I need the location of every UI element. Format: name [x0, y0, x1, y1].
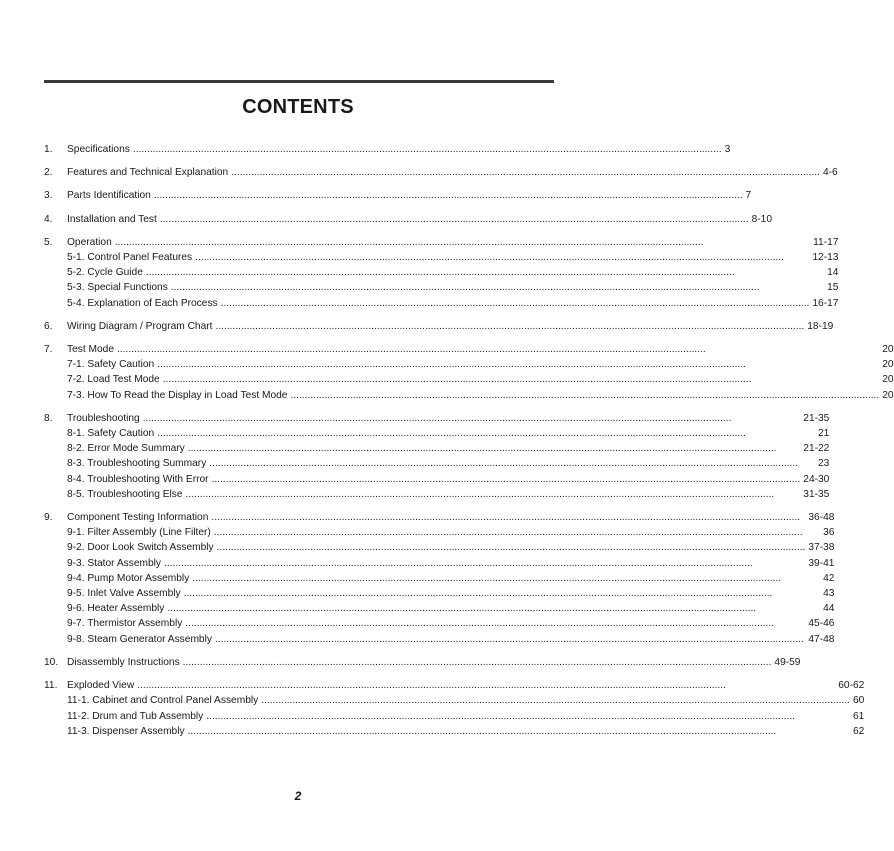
entry-page: 14 [827, 267, 839, 279]
entry-page: 36-48 [808, 512, 835, 524]
entry-label: 8-1. Safety Caution [67, 428, 155, 440]
section-entries [67, 510, 834, 647]
dot-leader [211, 510, 805, 525]
entry-label: Wiring Diagram / Program Chart [67, 320, 213, 332]
entry-label: Test Mode [67, 344, 114, 356]
toc-entry[interactable] [67, 235, 838, 250]
dot-leader [186, 487, 801, 502]
entry-label: Features and Technical Explanation [67, 167, 229, 179]
entry-page: 15 [827, 282, 839, 294]
section-entries [67, 235, 838, 311]
toc-section [44, 235, 839, 311]
entry-label: 8-3. Troubleshooting Summary [67, 458, 207, 470]
entry-page: 39-41 [808, 557, 835, 569]
toc-section [44, 678, 865, 739]
section-number: 7. [44, 344, 53, 356]
toc-subentry[interactable] [67, 456, 829, 471]
section-number: 1. [44, 144, 53, 155]
entry-label: 5-1. Control Panel Features [67, 252, 193, 264]
dot-leader [171, 280, 824, 295]
toc-entry[interactable] [67, 165, 838, 180]
dot-leader [154, 188, 743, 203]
section-entries [67, 319, 833, 334]
toc-entry[interactable] [67, 319, 833, 334]
toc-subentry[interactable] [67, 525, 834, 540]
entry-page: 20 [882, 344, 894, 356]
entry-page: 60 [852, 695, 865, 707]
toc-entry[interactable] [67, 411, 829, 426]
entry-label: 9-4. Pump Motor Assembly [67, 572, 190, 584]
section-number: 11. [44, 680, 58, 692]
toc-subentry[interactable] [67, 601, 834, 616]
toc-entry[interactable] [67, 212, 772, 227]
entry-label: 5-3. Special Functions [67, 282, 168, 294]
entry-label: Specifications [67, 144, 130, 155]
entry-page: 24-30 [803, 473, 830, 485]
entry-page: 4-6 [822, 167, 838, 179]
section-entries [67, 165, 838, 180]
dot-leader [195, 250, 809, 265]
entry-page: 21-35 [803, 412, 830, 424]
entry-label: 9-3. Stator Assembly [67, 557, 161, 569]
toc-section [44, 411, 830, 502]
dot-leader [290, 388, 879, 403]
entry-label: 7-3. How To Read the Display in Load Test Mode [67, 389, 288, 401]
toc-subentry[interactable] [67, 586, 834, 601]
entry-label: 9-6. Heater Assembly [67, 603, 165, 615]
entry-label: 11-1. Cabinet and Control Panel Assembly [67, 695, 259, 707]
entry-page: 20 [882, 359, 894, 371]
entry-page: 36 [823, 527, 835, 539]
entry-label: 9-5. Inlet Valve Assembly [67, 588, 181, 600]
section-entries [67, 411, 829, 502]
toc-section [44, 142, 731, 157]
section-entries [67, 655, 800, 670]
toc-entry[interactable] [67, 342, 894, 357]
toc-subentry[interactable] [67, 372, 894, 387]
page-number: 2 [294, 789, 302, 803]
dot-leader [185, 616, 805, 631]
toc-subentry[interactable] [67, 265, 838, 280]
toc-subentry[interactable] [67, 709, 864, 724]
toc-subentry[interactable] [67, 441, 829, 456]
entry-page: 61 [852, 710, 865, 722]
section-entries [67, 212, 772, 227]
entry-label: 9-7. Thermistor Assembly [67, 618, 183, 630]
entry-label: 11-2. Drum and Tub Assembly [67, 710, 204, 722]
dot-leader [146, 265, 824, 280]
entry-label: 11-3. Dispenser Assembly [67, 725, 185, 737]
dot-leader [184, 586, 820, 601]
toc-subentry[interactable] [67, 426, 829, 441]
entry-label: 8-2. Error Mode Summary [67, 443, 185, 455]
toc-subentry[interactable] [67, 250, 838, 265]
entry-label: 9-8. Steam Generator Assembly [67, 633, 212, 645]
table-of-contents [44, 142, 894, 747]
entry-page: 16-17 [812, 297, 839, 309]
entry-page: 60-62 [838, 680, 865, 692]
dot-leader [206, 709, 850, 724]
entry-label: 9-2. Door Look Switch Assembly [67, 542, 214, 554]
entry-label: Installation and Test [67, 213, 157, 225]
dot-leader [157, 426, 815, 441]
entry-page: 62 [852, 725, 865, 737]
dot-leader [167, 601, 820, 616]
dot-leader [231, 165, 820, 180]
toc-subentry[interactable] [67, 724, 864, 739]
entry-page: 21 [818, 428, 830, 440]
toc-subentry[interactable] [67, 616, 834, 631]
entry-page: 23 [818, 458, 830, 470]
entry-label: 8-5. Troubleshooting Else [67, 488, 183, 500]
section-number: 9. [44, 512, 53, 524]
toc-entry[interactable] [67, 678, 864, 693]
entry-page: 8-10 [751, 213, 772, 225]
toc-entry[interactable] [67, 655, 800, 670]
section-number: 5. [44, 236, 53, 248]
dot-leader [137, 678, 835, 693]
entry-label: Troubleshooting [67, 412, 140, 424]
dot-leader [117, 342, 879, 357]
toc-subentry[interactable] [67, 296, 838, 311]
dot-leader [221, 296, 810, 311]
entry-label: 9-1. Filter Assembly (Line Filter) [67, 527, 211, 539]
entry-page: 43 [823, 588, 835, 600]
entry-label: 8-4. Troubleshooting With Error [67, 473, 209, 485]
toc-section [44, 342, 894, 403]
dot-leader [212, 472, 801, 487]
dot-leader [164, 556, 805, 571]
entry-page: 21-22 [803, 443, 830, 455]
toc-section [44, 655, 801, 670]
entry-page: 49-59 [774, 656, 801, 668]
dot-leader [217, 540, 806, 555]
dot-leader [115, 235, 810, 250]
entry-page: 37-38 [808, 542, 835, 554]
dot-leader [216, 319, 805, 334]
toc-subentry[interactable] [67, 357, 894, 372]
entry-page: 11-17 [813, 236, 839, 248]
toc-entry[interactable] [67, 188, 751, 203]
section-number: 10. [44, 656, 59, 668]
entry-page: 31-35 [803, 488, 830, 500]
section-entries [67, 678, 864, 739]
entry-label: Component Testing Information [67, 512, 209, 524]
entry-label: 5-4. Explanation of Each Process [67, 297, 218, 309]
entry-page: 42 [823, 572, 835, 584]
dot-leader [157, 357, 879, 372]
entry-page: 12-13 [812, 252, 839, 264]
entry-page: 44 [823, 603, 835, 615]
dot-leader [261, 693, 850, 708]
page-title: CONTENTS [242, 96, 354, 118]
dot-leader [209, 456, 815, 471]
section-entries [67, 142, 730, 157]
entry-page: 20 [882, 389, 894, 401]
entry-label: Exploded View [67, 680, 135, 692]
dot-leader [192, 571, 820, 586]
dot-leader [163, 372, 880, 387]
section-entries [67, 188, 751, 203]
toc-subentry[interactable] [67, 693, 864, 708]
dot-leader [188, 724, 850, 739]
entry-page: 7 [745, 190, 752, 202]
entry-label: 5-2. Cycle Guide [67, 267, 143, 279]
toc-section [44, 188, 752, 203]
toc-section [44, 212, 772, 227]
dot-leader [214, 525, 820, 540]
entry-page: 18-19 [807, 320, 834, 332]
entry-page: 47-48 [808, 633, 835, 645]
dot-leader [133, 142, 722, 157]
section-entries [67, 342, 894, 403]
toc-section [44, 165, 838, 180]
entry-page: 45-46 [808, 618, 835, 630]
entry-label: Operation [67, 236, 112, 248]
toc-subentry[interactable] [67, 632, 834, 647]
dot-leader [183, 655, 772, 670]
entry-label: 7-1. Safety Caution [67, 359, 155, 371]
toc-subentry[interactable] [67, 556, 834, 571]
dot-leader [160, 212, 749, 227]
toc-subentry[interactable] [67, 487, 829, 502]
toc-subentry[interactable] [67, 280, 838, 295]
section-number: 3. [44, 190, 53, 202]
top-rule [44, 80, 554, 83]
entry-label: 7-2. Load Test Mode [67, 374, 160, 386]
section-number: 8. [44, 412, 53, 424]
entry-label: Parts Identification [67, 190, 151, 202]
toc-subentry[interactable] [67, 472, 829, 487]
dot-leader [215, 632, 805, 647]
entry-label: Disassembly Instructions [67, 656, 180, 668]
dot-leader [143, 411, 801, 426]
toc-subentry[interactable] [67, 388, 894, 403]
toc-entry[interactable] [67, 510, 834, 525]
toc-entry[interactable] [67, 142, 730, 157]
section-number: 4. [44, 213, 53, 225]
dot-leader [188, 441, 801, 456]
toc-subentry[interactable] [67, 571, 834, 586]
entry-page: 20 [882, 374, 894, 386]
toc-section [44, 319, 834, 334]
toc-section [44, 510, 835, 647]
entry-page: 3 [724, 144, 731, 155]
section-number: 6. [44, 320, 53, 332]
toc-subentry[interactable] [67, 540, 834, 555]
section-number: 2. [44, 167, 53, 179]
